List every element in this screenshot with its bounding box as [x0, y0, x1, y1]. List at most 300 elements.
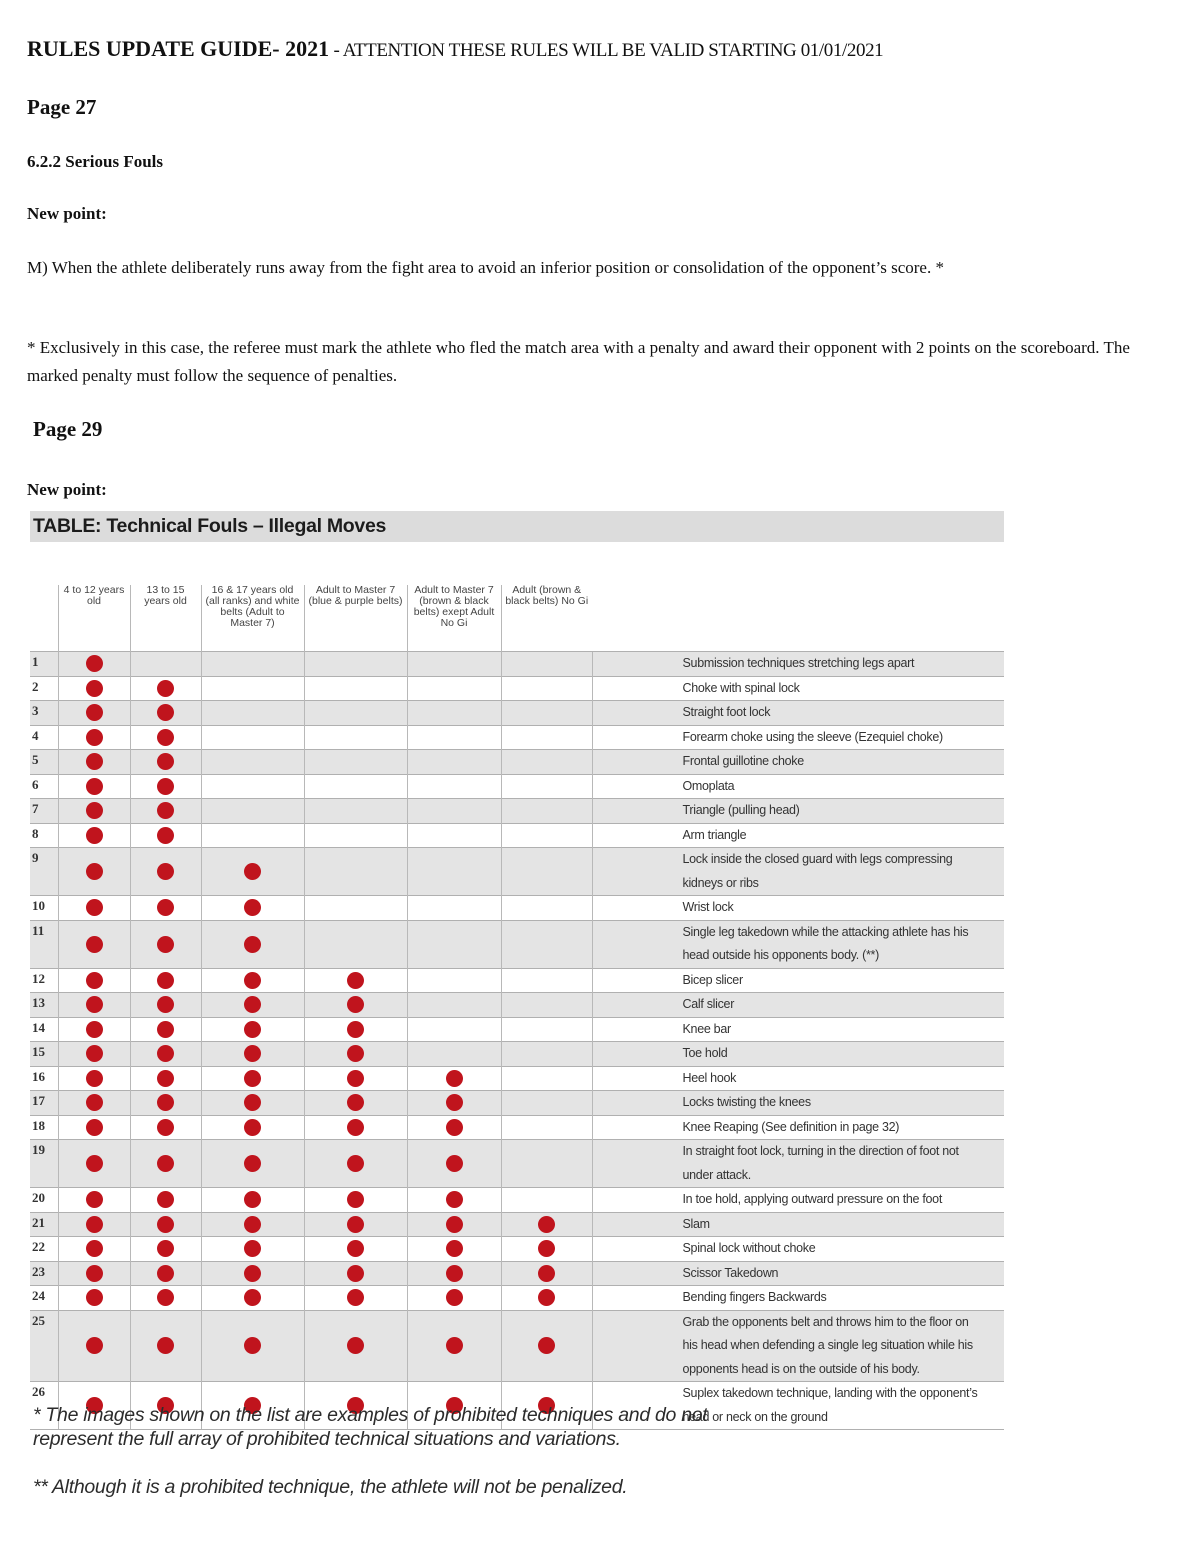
prohibited-dot-icon	[157, 1216, 174, 1233]
age-group-cell	[304, 725, 407, 750]
age-group-cell	[58, 1091, 130, 1116]
prohibited-dot-icon	[347, 1216, 364, 1233]
age-group-cell	[201, 968, 304, 993]
prohibited-dot-icon	[86, 753, 103, 770]
age-group-cell	[501, 701, 592, 726]
table-row	[30, 1261, 1004, 1286]
age-group-cell	[501, 1286, 592, 1311]
technique-description: Bicep slicer	[592, 968, 1004, 993]
age-group-cell	[501, 1115, 592, 1140]
age-group-cell	[201, 896, 304, 921]
age-group-cell	[501, 1237, 592, 1262]
age-group-cell	[58, 1066, 130, 1091]
row-number: 19	[30, 1140, 58, 1188]
age-group-cell	[501, 1042, 592, 1067]
age-group-cell	[130, 676, 201, 701]
age-group-cell	[201, 848, 304, 896]
table-row	[30, 701, 1004, 726]
age-group-cell	[407, 1286, 501, 1311]
row-number: 12	[30, 968, 58, 993]
prohibited-dot-icon	[244, 1289, 261, 1306]
row-number: 7	[30, 799, 58, 824]
age-group-cell	[58, 1310, 130, 1382]
age-group-cell	[130, 1017, 201, 1042]
table-row	[30, 799, 1004, 824]
subsection-heading: 6.2.2 Serious Fouls	[27, 152, 164, 171]
prohibited-dot-icon	[538, 1265, 555, 1282]
age-group-cell	[130, 920, 201, 968]
age-group-cell	[304, 1261, 407, 1286]
age-group-cell	[201, 1066, 304, 1091]
age-group-cell	[501, 652, 592, 677]
age-group-cell	[304, 823, 407, 848]
technique-description: Single leg takedown while the attacking athlete has his head outside his opponents body. (**)	[592, 920, 1004, 968]
prohibited-dot-icon	[244, 996, 261, 1013]
age-group-cell	[130, 1310, 201, 1382]
age-group-cell	[130, 1261, 201, 1286]
age-group-cell	[130, 848, 201, 896]
table-title: TABLE: Technical Fouls – Illegal Moves	[30, 511, 1004, 542]
age-group-cell	[201, 701, 304, 726]
prohibited-dot-icon	[86, 1070, 103, 1087]
age-group-cell	[407, 1261, 501, 1286]
prohibited-dot-icon	[157, 1265, 174, 1282]
age-group-cell	[58, 823, 130, 848]
age-group-cell	[130, 1091, 201, 1116]
row-number: 4	[30, 725, 58, 750]
prohibited-dot-icon	[244, 1240, 261, 1257]
prohibited-dot-icon	[446, 1240, 463, 1257]
prohibited-dot-icon	[244, 1094, 261, 1111]
age-group-cell	[501, 1017, 592, 1042]
column-header: Adult to Master 7 (blue & purple belts)	[304, 585, 407, 652]
prohibited-dot-icon	[157, 729, 174, 746]
table-row	[30, 1212, 1004, 1237]
age-group-cell	[58, 1042, 130, 1067]
age-group-cell	[201, 993, 304, 1018]
age-group-cell	[201, 1212, 304, 1237]
prohibited-dot-icon	[86, 972, 103, 989]
age-group-cell	[201, 774, 304, 799]
age-group-cell	[130, 725, 201, 750]
prohibited-dot-icon	[86, 1265, 103, 1282]
row-number: 13	[30, 993, 58, 1018]
prohibited-dot-icon	[86, 863, 103, 880]
age-group-cell	[58, 799, 130, 824]
age-group-cell	[501, 774, 592, 799]
table-header-row	[30, 585, 1004, 652]
prohibited-dot-icon	[86, 1216, 103, 1233]
age-group-cell	[304, 1310, 407, 1382]
age-group-cell	[304, 1286, 407, 1311]
note-images-disclaimer: * The images shown on the list are examples of prohibited techniques and do not represent the full array of prohibited technical situations and variations.	[33, 1404, 708, 1450]
age-group-cell	[407, 750, 501, 775]
prohibited-dot-icon	[244, 936, 261, 953]
table-row	[30, 993, 1004, 1018]
row-number: 5	[30, 750, 58, 775]
prohibited-dot-icon	[244, 1045, 261, 1062]
table-row	[30, 1310, 1004, 1382]
prohibited-dot-icon	[86, 729, 103, 746]
technique-description: Choke with spinal lock	[592, 676, 1004, 701]
prohibited-dot-icon	[347, 1337, 364, 1354]
column-header: Adult to Master 7 (brown & black belts) exept Adult No Gi	[407, 585, 501, 652]
technique-description: Heel hook	[592, 1066, 1004, 1091]
column-header: 16 & 17 years old (all ranks) and white belts (Adult to Master 7)	[201, 585, 304, 652]
technique-description: Bending fingers Backwards	[592, 1286, 1004, 1311]
column-header-description	[592, 585, 1004, 652]
document-header	[27, 36, 1177, 62]
prohibited-dot-icon	[347, 972, 364, 989]
technique-description: Wrist lock	[592, 896, 1004, 921]
table-row	[30, 1091, 1004, 1116]
prohibited-dot-icon	[157, 1070, 174, 1087]
prohibited-dot-icon	[446, 1337, 463, 1354]
prohibited-dot-icon	[244, 1119, 261, 1136]
prohibited-dot-icon	[157, 972, 174, 989]
prohibited-dot-icon	[157, 680, 174, 697]
prohibited-dot-icon	[86, 936, 103, 953]
technique-description: Arm triangle	[592, 823, 1004, 848]
age-group-cell	[304, 1091, 407, 1116]
age-group-cell	[58, 1017, 130, 1042]
prohibited-dot-icon	[157, 1155, 174, 1172]
age-group-cell	[407, 1212, 501, 1237]
prohibited-dot-icon	[244, 972, 261, 989]
age-group-cell	[407, 701, 501, 726]
age-group-cell	[201, 1188, 304, 1213]
age-group-cell	[304, 1212, 407, 1237]
age-group-cell	[304, 1042, 407, 1067]
age-group-cell	[130, 993, 201, 1018]
prohibited-dot-icon	[86, 1155, 103, 1172]
technique-description: Triangle (pulling head)	[592, 799, 1004, 824]
prohibited-dot-icon	[347, 1094, 364, 1111]
table-row	[30, 1017, 1004, 1042]
prohibited-dot-icon	[157, 863, 174, 880]
prohibited-dot-icon	[244, 863, 261, 880]
age-group-cell	[201, 1286, 304, 1311]
age-group-cell	[501, 1140, 592, 1188]
age-group-cell	[130, 1286, 201, 1311]
technique-description: Knee Reaping (See definition in page 32)	[592, 1115, 1004, 1140]
prohibited-dot-icon	[244, 1021, 261, 1038]
prohibited-dot-icon	[157, 996, 174, 1013]
age-group-cell	[501, 993, 592, 1018]
age-group-cell	[407, 725, 501, 750]
age-group-cell	[130, 1042, 201, 1067]
age-group-cell	[407, 993, 501, 1018]
age-group-cell	[58, 1261, 130, 1286]
age-group-cell	[58, 750, 130, 775]
age-group-cell	[501, 896, 592, 921]
age-group-cell	[201, 750, 304, 775]
prohibited-dot-icon	[157, 827, 174, 844]
age-group-cell	[304, 993, 407, 1018]
age-group-cell	[407, 896, 501, 921]
prohibited-dot-icon	[86, 827, 103, 844]
prohibited-dot-icon	[244, 899, 261, 916]
table-row	[30, 676, 1004, 701]
prohibited-dot-icon	[446, 1265, 463, 1282]
age-group-cell	[130, 1066, 201, 1091]
table-row	[30, 968, 1004, 993]
prohibited-dot-icon	[244, 1216, 261, 1233]
age-group-cell	[304, 1188, 407, 1213]
prohibited-dot-icon	[244, 1337, 261, 1354]
prohibited-dot-icon	[347, 1289, 364, 1306]
prohibited-dot-icon	[446, 1155, 463, 1172]
prohibited-dot-icon	[446, 1094, 463, 1111]
table-row	[30, 652, 1004, 677]
table-row	[30, 1115, 1004, 1140]
technique-description: Slam	[592, 1212, 1004, 1237]
age-group-cell	[501, 799, 592, 824]
age-group-cell	[58, 896, 130, 921]
age-group-cell	[201, 1017, 304, 1042]
age-group-cell	[58, 1115, 130, 1140]
age-group-cell	[304, 1140, 407, 1188]
age-group-cell	[501, 1066, 592, 1091]
age-group-cell	[58, 652, 130, 677]
prohibited-dot-icon	[86, 655, 103, 672]
row-number: 11	[30, 920, 58, 968]
age-group-cell	[304, 896, 407, 921]
prohibited-dot-icon	[157, 704, 174, 721]
row-number: 2	[30, 676, 58, 701]
table-row	[30, 1286, 1004, 1311]
age-group-cell	[201, 920, 304, 968]
age-group-cell	[407, 1091, 501, 1116]
row-number: 17	[30, 1091, 58, 1116]
prohibited-dot-icon	[347, 1191, 364, 1208]
age-group-cell	[407, 968, 501, 993]
new-point-label: New point:	[27, 204, 107, 223]
table-row	[30, 1237, 1004, 1262]
technique-description: Locks twisting the knees	[592, 1091, 1004, 1116]
table-row	[30, 920, 1004, 968]
technique-description: In straight foot lock, turning in the direction of foot not under attack.	[592, 1140, 1004, 1188]
page-27-label: Page 27	[27, 95, 97, 119]
age-group-cell	[201, 1261, 304, 1286]
age-group-cell	[304, 968, 407, 993]
age-group-cell	[201, 1310, 304, 1382]
prohibited-dot-icon	[86, 778, 103, 795]
table-row	[30, 774, 1004, 799]
prohibited-dot-icon	[86, 899, 103, 916]
age-group-cell	[501, 725, 592, 750]
prohibited-dot-icon	[446, 1289, 463, 1306]
technical-fouls-table-block	[30, 511, 1004, 1430]
prohibited-dot-icon	[446, 1216, 463, 1233]
age-group-cell	[407, 1066, 501, 1091]
table-body	[30, 652, 1004, 1430]
age-group-cell	[304, 1017, 407, 1042]
age-group-cell	[130, 799, 201, 824]
row-number: 15	[30, 1042, 58, 1067]
technique-description: Grab the opponents belt and throws him to the floor on his head when defending a single leg situation while his opponents head is on the outside of his body.	[592, 1310, 1004, 1382]
age-group-cell	[407, 774, 501, 799]
age-group-cell	[501, 848, 592, 896]
age-group-cell	[58, 1286, 130, 1311]
age-group-cell	[58, 701, 130, 726]
age-group-cell	[130, 1237, 201, 1262]
prohibited-dot-icon	[86, 996, 103, 1013]
prohibited-dot-icon	[244, 1155, 261, 1172]
age-group-cell	[407, 823, 501, 848]
age-group-cell	[58, 1237, 130, 1262]
age-group-cell	[130, 1115, 201, 1140]
prohibited-dot-icon	[347, 1265, 364, 1282]
prohibited-dot-icon	[86, 1191, 103, 1208]
age-group-cell	[304, 1115, 407, 1140]
age-group-cell	[201, 1115, 304, 1140]
prohibited-dot-icon	[347, 1021, 364, 1038]
row-number: 18	[30, 1115, 58, 1140]
age-group-cell	[130, 968, 201, 993]
table-row	[30, 896, 1004, 921]
age-group-cell	[130, 774, 201, 799]
technique-description: Scissor Takedown	[592, 1261, 1004, 1286]
row-number: 16	[30, 1066, 58, 1091]
prohibited-dot-icon	[347, 996, 364, 1013]
column-header: 13 to 15 years old	[130, 585, 201, 652]
age-group-cell	[130, 652, 201, 677]
prohibited-dot-icon	[86, 1289, 103, 1306]
header-title-bold: RULES UPDATE GUIDE- 2021	[27, 36, 330, 61]
column-header: 4 to 12 years old	[58, 585, 130, 652]
prohibited-dot-icon	[157, 1119, 174, 1136]
age-group-cell	[304, 750, 407, 775]
age-group-cell	[501, 1188, 592, 1213]
row-number: 21	[30, 1212, 58, 1237]
column-header-number	[30, 585, 58, 652]
prohibited-dot-icon	[157, 1191, 174, 1208]
prohibited-dot-icon	[86, 704, 103, 721]
technical-fouls-table	[30, 585, 1004, 1430]
table-row	[30, 1042, 1004, 1067]
age-group-cell	[304, 652, 407, 677]
age-group-cell	[130, 701, 201, 726]
age-group-cell	[407, 1017, 501, 1042]
prohibited-dot-icon	[86, 1119, 103, 1136]
age-group-cell	[201, 1091, 304, 1116]
age-group-cell	[58, 725, 130, 750]
age-group-cell	[58, 774, 130, 799]
row-number: 8	[30, 823, 58, 848]
prohibited-dot-icon	[538, 1289, 555, 1306]
age-group-cell	[501, 1310, 592, 1382]
technique-description: Knee bar	[592, 1017, 1004, 1042]
age-group-cell	[407, 1237, 501, 1262]
table-row	[30, 1066, 1004, 1091]
prohibited-dot-icon	[347, 1070, 364, 1087]
prohibited-dot-icon	[157, 899, 174, 916]
age-group-cell	[407, 1115, 501, 1140]
age-group-cell	[501, 823, 592, 848]
age-group-cell	[201, 676, 304, 701]
technique-description: Submission techniques stretching legs apart	[592, 652, 1004, 677]
age-group-cell	[130, 1212, 201, 1237]
age-group-cell	[407, 1042, 501, 1067]
technique-description: Straight foot lock	[592, 701, 1004, 726]
age-group-cell	[304, 1237, 407, 1262]
table-row	[30, 848, 1004, 896]
technique-description: Omoplata	[592, 774, 1004, 799]
technique-description: Frontal guillotine choke	[592, 750, 1004, 775]
prohibited-dot-icon	[157, 1021, 174, 1038]
prohibited-dot-icon	[538, 1240, 555, 1257]
footnote-paragraph: * Exclusively in this case, the referee must mark the athlete who fled the match area with a penalty and award their opponent with 2 points on the scoreboard. The marked penalty must follow the sequence of penalties.	[27, 338, 1130, 385]
age-group-cell	[501, 676, 592, 701]
technique-description: Toe hold	[592, 1042, 1004, 1067]
age-group-cell	[501, 1212, 592, 1237]
prohibited-dot-icon	[86, 1021, 103, 1038]
prohibited-dot-icon	[157, 1337, 174, 1354]
age-group-cell	[58, 1212, 130, 1237]
age-group-cell	[407, 1188, 501, 1213]
technique-description: Spinal lock without choke	[592, 1237, 1004, 1262]
row-number: 9	[30, 848, 58, 896]
row-number: 26	[30, 1382, 58, 1430]
table-row	[30, 725, 1004, 750]
age-group-cell	[501, 968, 592, 993]
age-group-cell	[58, 920, 130, 968]
prohibited-dot-icon	[347, 1045, 364, 1062]
table-row	[30, 750, 1004, 775]
header-title-rest: - ATTENTION THESE RULES WILL BE VALID STARTING 01/01/2021	[329, 40, 884, 61]
prohibited-dot-icon	[86, 680, 103, 697]
age-group-cell	[58, 1188, 130, 1213]
new-point-label-2: New point:	[27, 480, 107, 499]
age-group-cell	[304, 1066, 407, 1091]
age-group-cell	[407, 1310, 501, 1382]
table-row	[30, 1188, 1004, 1213]
age-group-cell	[201, 823, 304, 848]
row-number: 23	[30, 1261, 58, 1286]
age-group-cell	[304, 799, 407, 824]
age-group-cell	[201, 799, 304, 824]
age-group-cell	[304, 701, 407, 726]
prohibited-dot-icon	[446, 1191, 463, 1208]
prohibited-dot-icon	[244, 1265, 261, 1282]
column-header: Adult (brown & black belts) No Gi	[501, 585, 592, 652]
row-number: 1	[30, 652, 58, 677]
age-group-cell	[201, 1237, 304, 1262]
prohibited-dot-icon	[244, 1191, 261, 1208]
age-group-cell	[130, 1140, 201, 1188]
prohibited-dot-icon	[347, 1119, 364, 1136]
age-group-cell	[304, 920, 407, 968]
age-group-cell	[130, 1188, 201, 1213]
age-group-cell	[201, 1042, 304, 1067]
prohibited-dot-icon	[86, 1045, 103, 1062]
age-group-cell	[201, 725, 304, 750]
row-number: 3	[30, 701, 58, 726]
prohibited-dot-icon	[157, 936, 174, 953]
technique-description: In toe hold, applying outward pressure on the foot	[592, 1188, 1004, 1213]
note-not-penalized: ** Although it is a prohibited technique, the athlete will not be penalized.	[33, 1476, 628, 1498]
point-m-paragraph: M) When the athlete deliberately runs away from the fight area to avoid an inferior position or consolidation of the opponent’s score. *	[27, 258, 944, 277]
age-group-cell	[201, 652, 304, 677]
row-number: 10	[30, 896, 58, 921]
table-row	[30, 823, 1004, 848]
prohibited-dot-icon	[446, 1119, 463, 1136]
age-group-cell	[407, 920, 501, 968]
technique-description: Suplex takedown technique, landing with the opponent’s head or neck on the ground	[592, 1382, 1004, 1430]
prohibited-dot-icon	[157, 802, 174, 819]
age-group-cell	[58, 1140, 130, 1188]
